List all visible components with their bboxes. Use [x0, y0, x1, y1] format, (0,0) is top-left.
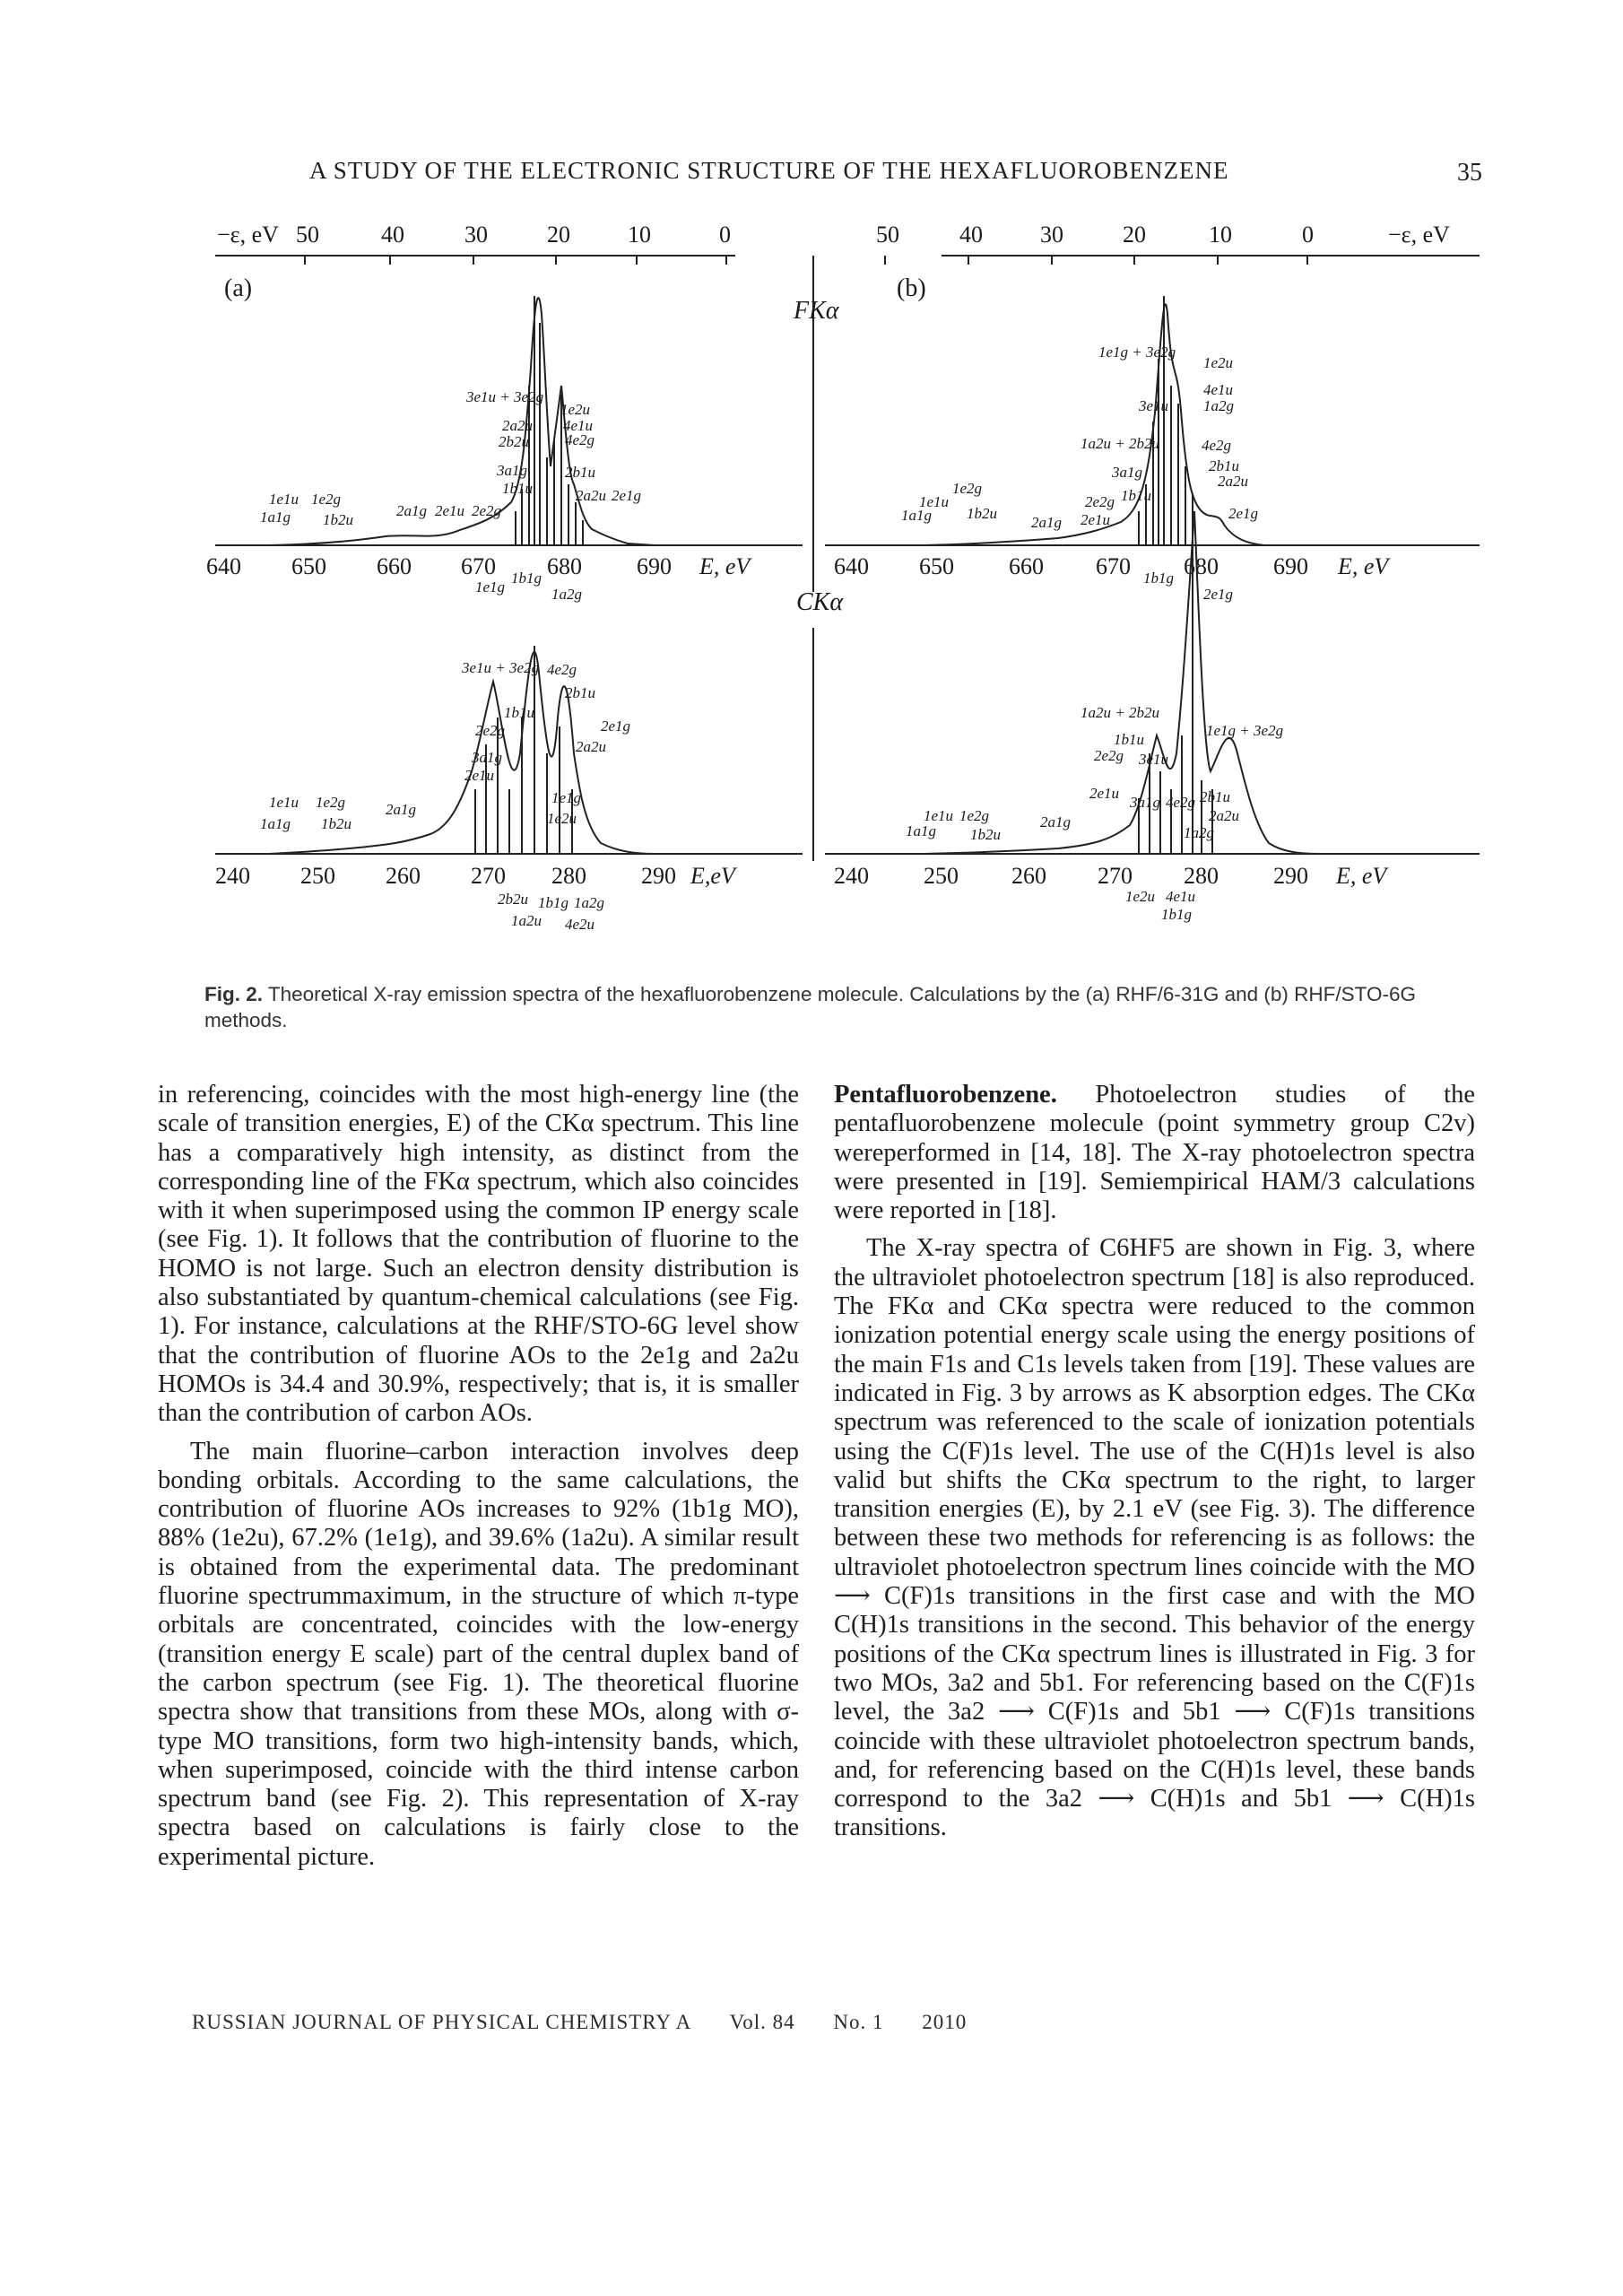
- fka-a-axis-label: E, eV: [699, 553, 751, 579]
- peak-label: 3e1u: [1139, 751, 1169, 768]
- peak-label: 1b1u: [1114, 731, 1144, 748]
- peak-label: 2a2u: [1209, 807, 1239, 824]
- peak-label: 1b1u: [502, 480, 533, 497]
- tick: 260: [1011, 863, 1046, 889]
- tick: 30: [1040, 222, 1063, 248]
- peak-label: 2e1g: [1203, 586, 1234, 603]
- peak-label: 3a1g: [472, 749, 502, 766]
- peak-label: 4e2g: [1202, 437, 1232, 454]
- tick: 640: [834, 553, 869, 579]
- panel-a-label: (a): [224, 274, 253, 302]
- peak-label: 3a1g: [1130, 794, 1160, 811]
- peak-label: 1e1g: [551, 789, 582, 806]
- peak-label: 1b2u: [321, 815, 352, 832]
- paragraph: The main fluorine–carbon interaction involves deep bonding orbitals. According to the same calculations, the contribution of fluorine AOs increases to 92% (1b1g MO), 88% (1e2u), 67.2% (1e1g), and 39.6% (1a2u). A similar result is obtained from the experimental data. The predominant fluorine spectrummaximum, in the structure of which π-type orbitals are concentrated, coincides with the low-energy (transition energy E scale) part of the central duplex band of the carbon spectrum (see Fig. 1). The theoretical fluorine spectra show that transitions from these MOs, along with σ-type MO transitions, form two high-intensity bands, which, when superimposed, coincide with the third intense carbon spectrum band (see Fig. 2). This representation of X-ray spectra based on calculations is fairly close to the experimental picture.: [158, 1437, 799, 1871]
- peak-label: 2a2u: [576, 487, 606, 504]
- peak-label: 1a2g: [551, 586, 582, 603]
- peak-label: 2b2u: [498, 891, 528, 908]
- tick: 250: [924, 863, 959, 889]
- peak-label: 1e2u: [560, 401, 591, 418]
- tick: 650: [919, 553, 954, 579]
- tick: 20: [547, 222, 570, 248]
- tick: 660: [377, 553, 412, 579]
- top-axis-right-ticks: [876, 222, 1314, 248]
- tick: 240: [834, 863, 869, 889]
- tick: 690: [1273, 553, 1308, 579]
- tick: 30: [464, 222, 488, 248]
- tick: 670: [461, 553, 496, 579]
- peak-label: 2e2g: [472, 502, 502, 519]
- peak-label: 4e2u: [565, 916, 595, 933]
- spectra-figure-svg: [206, 215, 1497, 951]
- peak-label: 1e1g: [475, 578, 506, 596]
- tick: 680: [547, 553, 582, 579]
- peak-label: 4e2g: [547, 661, 577, 678]
- peak-label: 3e1u: [1139, 397, 1169, 414]
- peak-label: 3e1u + 3e2g: [462, 659, 540, 676]
- peak-label: 1e1u: [269, 491, 299, 508]
- peak-label: 2e2g: [1085, 493, 1115, 510]
- peak-label: 1b1g: [1143, 570, 1174, 587]
- peak-label: 2e2g: [1094, 747, 1124, 764]
- peak-label: 1a2g: [1184, 824, 1214, 841]
- peak-label: 1e1u: [269, 794, 299, 811]
- journal-name: RUSSIAN JOURNAL OF PHYSICAL CHEMISTRY A: [192, 2011, 692, 2033]
- section-heading: Pentafluorobenzene.: [834, 1081, 1057, 1109]
- peak-label: 1e2g: [311, 491, 342, 508]
- tick: 260: [386, 863, 421, 889]
- peak-label: 1e2u: [1125, 888, 1156, 905]
- tick: 660: [1009, 553, 1044, 579]
- tick: 650: [291, 553, 326, 579]
- peak-label: 1e2g: [959, 807, 990, 824]
- peak-label: 1b2u: [323, 511, 353, 528]
- peak-label: 4e1u: [1166, 888, 1196, 905]
- right-column: [834, 1081, 1475, 1843]
- peak-label: 2e1g: [601, 718, 631, 735]
- fka-spectrum-label: FKα: [794, 297, 839, 325]
- figure-caption-label: Fig. 2.: [204, 983, 264, 1005]
- peak-label: 1a1g: [260, 509, 291, 526]
- peak-label: 2e1u: [435, 502, 465, 519]
- peak-label: 1e1g + 3e2g: [1098, 344, 1176, 361]
- peak-label: 4e1u: [563, 417, 594, 434]
- peak-label: 1a1g: [901, 507, 932, 524]
- tick: 270: [1098, 863, 1133, 889]
- peak-label: 1e1g + 3e2g: [1206, 722, 1284, 739]
- tick: 290: [1273, 863, 1308, 889]
- peak-label: 1b1g: [511, 570, 542, 587]
- journal-year: 2010: [922, 2011, 968, 2033]
- peak-label: 2a1g: [386, 801, 416, 818]
- tick: 10: [628, 222, 651, 248]
- tick: 290: [641, 863, 676, 889]
- peak-label: 1a2g: [574, 894, 604, 911]
- peak-label: 1e2u: [1203, 354, 1234, 371]
- peak-label: 2b1u: [565, 464, 595, 481]
- peak-label: 2a1g: [1031, 514, 1062, 531]
- peak-label: 1e1u: [924, 807, 954, 824]
- peak-label: 2e1g: [1228, 505, 1259, 522]
- journal-volume: Vol. 84: [729, 2011, 795, 2033]
- paragraph: The X-ray spectra of C6HF5 are shown in Fig. 3, where the ultraviolet photoelectron spectrum [18] is also reproduced. The FKα and CKα spectra were reduced to the common ionization potential energy scale using the energy positions of the main F1s and C1s levels taken from [19]. These values are indicated in Fig. 3 by arrows as K absorption edges. The CKα spectrum was referenced to the scale of ionization potentials using the C(F)1s level. The use of the C(H)1s level is also valid but shifts the CKα spectrum to the right, to larger transition energies (E), by 2.1 eV (see Fig. 3). The difference between these two methods for referencing is as follows: the ultraviolet photoelectron spectrum lines coincide with the MO ⟶ C(F)1s transitions in the first case and with the MO C(H)1s transitions in the second. This behavior of the energy positions of the CKα spectrum lines is illustrated in Fig. 3 for two MOs, 3a2 and 5b1. For referencing based on the C(F)1s level, the 3a2 ⟶ C(F)1s and 5b1 ⟶ C(F)1s transitions coincide with these ultraviolet photoelectron spectrum bands, and, for referencing based on the C(H)1s level, these bands correspond to the 3a2 ⟶ C(H)1s and 5b1 ⟶ C(H)1s transitions.: [834, 1234, 1475, 1842]
- peak-label: 1e2g: [952, 480, 983, 497]
- peak-label: 1b1g: [1161, 906, 1192, 923]
- peak-label: 1b2u: [967, 505, 997, 522]
- tick: 670: [1096, 553, 1131, 579]
- tick: 10: [1209, 222, 1232, 248]
- peak-label: 1e1u: [919, 493, 950, 510]
- tick: 0: [1302, 222, 1314, 248]
- fka-b-energy-ticks: [834, 553, 1391, 579]
- peak-label: 2a1g: [396, 502, 427, 519]
- tick: 690: [637, 553, 672, 579]
- paragraph: in referencing, coincides with the most high-energy line (the scale of transition energies, E) of the CKα spectrum. This line has a comparatively high intensity, as distinct from the corresponding line of the FKα spectrum, which also coincides with it when superimposed using the common IP energy scale (see Fig. 1). It follows that the contribution of fluorine to the HOMO is not large. Such an electron density distribution is also substantiated by quantum-chemical calculations (see Fig. 1). For instance, calculations at the RHF/STO-6G level show that the contribution of fluorine AOs to the 2e1g and 2a2u HOMOs is 34.4 and 30.9%, respectively; that is, it is smaller than the contribution of carbon AOs.: [158, 1081, 799, 1428]
- peak-label: 2a2u: [502, 417, 533, 434]
- fka-b-lines: [1139, 296, 1193, 545]
- tick: 0: [719, 222, 731, 248]
- peak-label: 1a1g: [260, 815, 291, 832]
- peak-label: 1e2g: [316, 794, 346, 811]
- peak-label: 1b1u: [1121, 487, 1151, 504]
- tick: 240: [215, 863, 250, 889]
- cka-a-energy-ticks: [215, 863, 738, 889]
- top-axis-left-ticks: [296, 222, 731, 248]
- tick: 50: [876, 222, 899, 248]
- tick: 250: [300, 863, 335, 889]
- peak-label: 2e2g: [475, 722, 506, 739]
- top-axis-left-label: −ε, eV: [217, 222, 279, 248]
- cka-a-peak-labels: [260, 659, 630, 933]
- peak-label: 4e1u: [1203, 381, 1234, 398]
- peak-label: 1a2u + 2b2u: [1081, 435, 1159, 452]
- journal-number: No. 1: [833, 2011, 884, 2033]
- panel-b-label: (b): [897, 274, 926, 302]
- peak-label: 1a2u + 2b2u: [1081, 704, 1159, 721]
- tick: 280: [551, 863, 586, 889]
- cka-b-peak-labels: [906, 586, 1283, 923]
- peak-label: 3a1g: [497, 462, 527, 479]
- tick: 280: [1184, 863, 1219, 889]
- tick: 640: [206, 553, 241, 579]
- running-title: A STUDY OF THE ELECTRONIC STRUCTURE OF THE HEXAFLUOROBENZENE: [309, 157, 1229, 184]
- tick: 40: [381, 222, 404, 248]
- peak-label: 1a2g: [1203, 397, 1234, 414]
- peak-label: 2b1u: [565, 684, 595, 701]
- peak-label: 1a1g: [906, 822, 936, 839]
- tick: 50: [296, 222, 319, 248]
- fka-a-energy-ticks: [206, 553, 752, 579]
- peak-label: 2b1u: [1209, 457, 1239, 474]
- paragraph-text: Photoelectron studies of the pentafluorobenzene molecule (point symmetry group C2v) wereperformed in [14, 18]. The X-ray photoelectron spectra were presented in [19]. Semiempirical HAM/3 calculations were reported in [18].: [834, 1081, 1476, 1225]
- peak-label: 2e1u: [1089, 785, 1120, 802]
- peak-label: 2e1g: [612, 487, 642, 504]
- top-axis-right-label: −ε, eV: [1388, 222, 1450, 248]
- cka-a-axis-label: E,eV: [690, 863, 735, 889]
- peak-label: 3a1g: [1112, 464, 1142, 481]
- peak-label: 1e2u: [547, 810, 577, 827]
- top-axis-tickmarks: [305, 256, 1307, 265]
- tick: 270: [471, 863, 506, 889]
- cka-spectrum-label: CKα: [796, 588, 844, 616]
- peak-label: 2a2u: [1218, 473, 1248, 490]
- page-number: 35: [1457, 159, 1482, 187]
- page-footer: [192, 2011, 999, 2034]
- left-column: [158, 1081, 799, 1872]
- peak-label: 1a2u: [511, 912, 542, 929]
- peak-label: 2e1u: [464, 767, 495, 784]
- tick: 20: [1123, 222, 1146, 248]
- peak-label: 4e2g: [1166, 794, 1196, 811]
- peak-label: 1b1g: [538, 894, 568, 911]
- peak-label: 1b1u: [504, 704, 534, 721]
- peak-label: 2a2u: [576, 738, 606, 755]
- figure-caption: [204, 981, 1451, 1033]
- peak-label: 2b2u: [499, 433, 529, 450]
- peak-label: 4e2g: [565, 431, 595, 448]
- tick: 40: [959, 222, 983, 248]
- peak-label: 2b1u: [1200, 788, 1230, 805]
- tick: 680: [1184, 553, 1219, 579]
- cka-b-energy-ticks: [834, 863, 1389, 889]
- figure-caption-text: Theoretical X-ray emission spectra of the hexafluorobenzene molecule. Calculations by the (a) RHF/6-31G and (b) RHF/STO-6G methods.: [204, 983, 1417, 1031]
- figure-2: [206, 215, 1497, 951]
- peak-label: 3e1u + 3e2g: [466, 388, 544, 405]
- peak-label: 1b2u: [970, 826, 1001, 843]
- fka-b-axis-label: E, eV: [1338, 553, 1389, 579]
- fka-b-peak-labels: [901, 344, 1258, 587]
- peak-label: 2a1g: [1040, 813, 1071, 831]
- paragraph: [834, 1081, 1475, 1225]
- peak-label: 2e1u: [1081, 511, 1111, 528]
- cka-b-axis-label: E, eV: [1336, 863, 1387, 889]
